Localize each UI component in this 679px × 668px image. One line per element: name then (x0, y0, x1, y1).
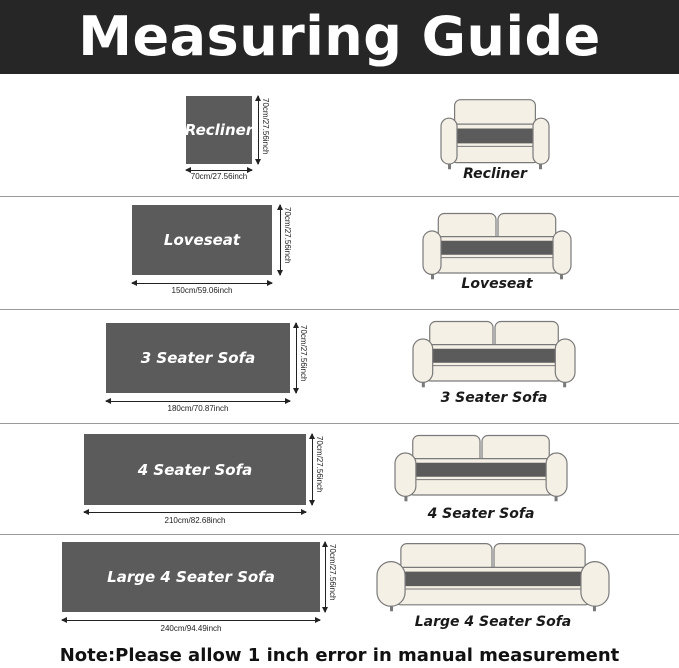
cover-label: Loveseat (163, 231, 241, 249)
width-dimension-arrow (62, 620, 320, 621)
width-dimension-arrow (186, 170, 252, 171)
row-divider (0, 196, 679, 197)
width-dimension-label: 240cm/94.49inch (160, 624, 222, 633)
cover-swatch (62, 542, 320, 612)
width-dimension-arrow (84, 512, 306, 513)
sofa-type-label: Recliner (463, 166, 527, 182)
row-divider (0, 423, 679, 424)
height-dimension-arrow (296, 323, 297, 393)
cover-swatch (186, 96, 252, 164)
large-four-seater-sofa-icon (376, 540, 610, 612)
sofa-type-label: 3 Seater Sofa (440, 390, 548, 406)
cover-swatch (84, 434, 306, 505)
cover-swatch (106, 323, 290, 393)
loveseat-icon (422, 210, 572, 280)
four-seater-sofa-icon (394, 432, 568, 502)
width-dimension-arrow (106, 401, 290, 402)
width-dimension-label: 150cm/59.06inch (171, 286, 233, 295)
width-dimension-label: 210cm/82.68inch (164, 516, 226, 525)
header-banner (0, 0, 679, 74)
three-seater-sofa-icon (412, 318, 576, 388)
width-dimension-arrow (132, 283, 272, 284)
cover-label: Recliner (184, 121, 254, 139)
height-dimension-arrow (325, 542, 326, 612)
sofa-type-label: Large 4 Seater Sofa (414, 614, 572, 630)
recliner-icon (440, 96, 550, 170)
width-dimension-label: 70cm/27.56inch (190, 172, 248, 181)
height-dimension-label: 70cm/27.56inch (328, 544, 337, 601)
height-dimension-arrow (280, 205, 281, 275)
cover-swatch (132, 205, 272, 275)
height-dimension-arrow (312, 434, 313, 505)
height-dimension-label: 70cm/27.56inch (261, 98, 270, 155)
width-dimension-label: 180cm/70.87inch (167, 404, 229, 413)
row-divider (0, 309, 679, 310)
sofa-type-label: Loveseat (461, 276, 533, 292)
sofa-type-label: 4 Seater Sofa (427, 506, 535, 522)
height-dimension-label: 70cm/27.56inch (315, 436, 324, 493)
footer-note: Note:Please allow 1 inch error in manual measurement (59, 645, 620, 666)
cover-label: Large 4 Seater Sofa (107, 568, 275, 586)
height-dimension-label: 70cm/27.56inch (283, 207, 292, 264)
page-title: Measuring Guide (78, 5, 601, 68)
cover-label: 4 Seater Sofa (137, 460, 253, 479)
row-divider (0, 534, 679, 535)
height-dimension-arrow (258, 96, 259, 164)
cover-label: 3 Seater Sofa (140, 349, 256, 367)
height-dimension-label: 70cm/27.56inch (299, 325, 308, 382)
